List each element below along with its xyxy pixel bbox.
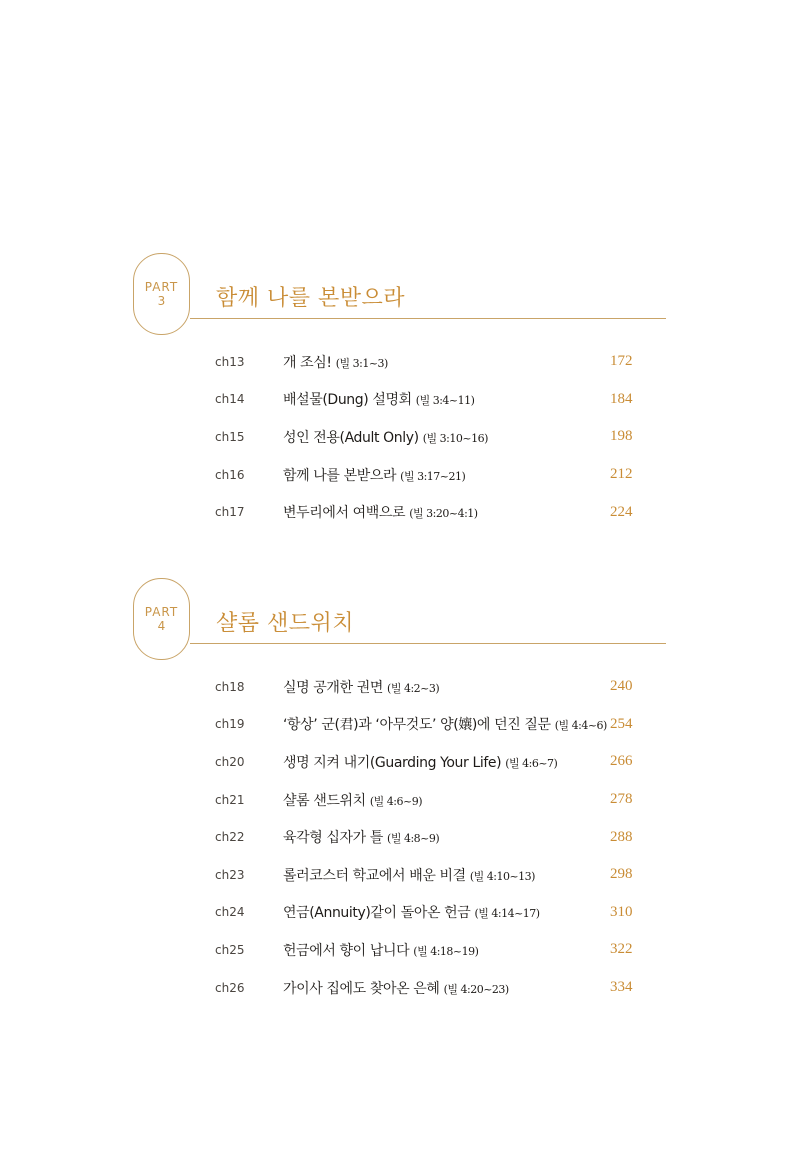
chapter-number: ch25 (215, 942, 245, 957)
chapter-number: ch19 (215, 717, 245, 732)
chapter-row[interactable] (215, 969, 666, 1007)
chapter-title: 샬롬 샌드위치 (빌 4:6~9) (283, 792, 422, 809)
chapter-title: 생명 지켜 내기(Guarding Your Life) (빌 4:6~7) (283, 754, 558, 771)
chapter-row[interactable] (215, 493, 666, 531)
part-badge (133, 253, 190, 335)
chapter-row[interactable] (215, 781, 666, 819)
page-number: 254 (610, 715, 633, 732)
chapter-number: ch14 (215, 392, 245, 407)
page-number: 172 (610, 353, 633, 370)
bible-reference: (빌 3:1~3) (335, 356, 388, 370)
page-number: 278 (610, 791, 633, 808)
bible-reference: (빌 3:17~21) (400, 469, 466, 483)
chapter-number: ch26 (215, 980, 245, 995)
chapter-row[interactable] (215, 894, 666, 932)
part-4-section (133, 578, 666, 1008)
part-number: 3 (157, 294, 166, 308)
part-badge (133, 578, 190, 660)
page-number: 298 (610, 866, 633, 883)
page-number: 212 (610, 466, 633, 483)
bible-reference: (빌 4:6~7) (505, 756, 558, 770)
chapter-row[interactable] (215, 706, 666, 744)
chapter-number: ch18 (215, 679, 245, 694)
chapter-row[interactable] (215, 343, 666, 381)
page-number: 224 (610, 503, 633, 520)
bible-reference: (빌 3:20~4:1) (409, 507, 478, 521)
chapter-title: 롤러코스터 학교에서 배운 비결 (빌 4:10~13) (283, 867, 535, 884)
chapter-number: ch15 (215, 429, 245, 444)
page-number: 310 (610, 903, 633, 920)
chapter-list (215, 668, 666, 1006)
chapter-row[interactable] (215, 668, 666, 706)
part-divider (190, 318, 666, 319)
chapter-row[interactable] (215, 456, 666, 494)
bible-reference: (빌 4:10~13) (469, 869, 535, 883)
bible-reference: (빌 4:8~9) (387, 832, 440, 846)
bible-reference: (빌 3:10~16) (422, 431, 488, 445)
chapter-row[interactable] (215, 418, 666, 456)
bible-reference: (빌 3:4~11) (415, 394, 475, 408)
chapter-number: ch22 (215, 830, 245, 845)
chapter-number: ch13 (215, 354, 245, 369)
chapter-number: ch16 (215, 467, 245, 482)
page-number: 240 (610, 678, 633, 695)
chapter-row[interactable] (215, 743, 666, 781)
bible-reference: (빌 4:20~23) (443, 982, 509, 996)
bible-reference: (빌 4:2~3) (387, 681, 440, 695)
chapter-title: 배설물(Dung) 설명회 (빌 3:4~11) (283, 392, 475, 409)
chapter-title: 성인 전용(Adult Only) (빌 3:10~16) (283, 429, 488, 446)
bible-reference: (빌 4:6~9) (369, 794, 422, 808)
chapter-number: ch17 (215, 505, 245, 520)
chapter-title: 헌금에서 향이 납니다 (빌 4:18~19) (283, 942, 479, 959)
bible-reference: (빌 4:14~17) (474, 907, 540, 921)
chapter-title: 변두리에서 여백으로 (빌 3:20~4:1) (283, 505, 478, 522)
part-label: PART (144, 280, 179, 294)
chapter-title: 가이사 집에도 찾아온 은혜 (빌 4:20~23) (283, 980, 509, 997)
chapter-number: ch23 (215, 867, 245, 882)
chapter-number: ch21 (215, 792, 245, 807)
page-number: 266 (610, 753, 633, 770)
page-number: 184 (610, 390, 633, 407)
chapter-row[interactable] (215, 381, 666, 419)
chapter-title: 개 조심! (빌 3:1~3) (283, 354, 388, 371)
bible-reference: (빌 4:4~6) (554, 719, 607, 733)
page-number: 322 (610, 941, 633, 958)
chapter-title: 연금(Annuity)같이 돌아온 헌금 (빌 4:14~17) (283, 905, 540, 922)
chapter-row[interactable] (215, 856, 666, 894)
part-number: 4 (157, 619, 166, 633)
page-number: 288 (610, 828, 633, 845)
part-title[interactable]: 함께 나를 본받으라 (216, 286, 406, 311)
part-divider (190, 643, 666, 644)
chapter-row[interactable] (215, 818, 666, 856)
part-3-section (133, 253, 666, 553)
chapter-title: 함께 나를 본받으라 (빌 3:17~21) (283, 467, 466, 484)
part-title[interactable]: 샬롬 샌드위치 (216, 611, 355, 636)
chapter-title: 실명 공개한 권면 (빌 4:2~3) (283, 679, 440, 696)
bible-reference: (빌 4:18~19) (413, 944, 479, 958)
part-label: PART (144, 605, 179, 619)
chapter-number: ch24 (215, 905, 245, 920)
page-number: 334 (610, 979, 633, 996)
chapter-number: ch20 (215, 754, 245, 769)
chapter-title: 육각형 십자가 틀 (빌 4:8~9) (283, 830, 440, 847)
chapter-title: ‘항상’ 군(君)과 ‘아무것도’ 양(孃)에 던진 질문 (빌 4:4~6) (283, 717, 607, 734)
page-number: 198 (610, 428, 633, 445)
chapter-list (215, 343, 666, 531)
chapter-row[interactable] (215, 931, 666, 969)
